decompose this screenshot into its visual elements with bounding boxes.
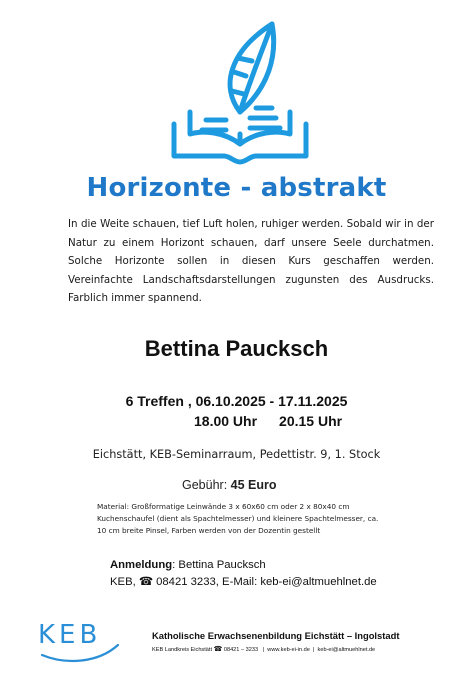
material-list <box>97 501 417 538</box>
page-title: Horizonte - abstrakt <box>86 173 387 203</box>
registration-name: : Bettina Paucksch <box>172 559 266 571</box>
keb-logo-text: KEB <box>38 620 102 650</box>
material-line: Kuchenschaufel (dient als Spachtelmesser) und kleinere Spachtelmesser, ca. <box>97 514 379 524</box>
fee-label: Gebühr: <box>182 478 228 492</box>
material-line: Material: Großformatige Leinwände 3 x 60x60 cm oder 2 x 80x40 cm <box>97 502 350 511</box>
registration-info <box>110 557 377 591</box>
book-quill-icon <box>160 16 320 166</box>
footer-contact-prefix: KEB Landkreis Eichstätt <box>152 647 214 653</box>
start-time: 18.00 Uhr <box>194 413 258 429</box>
speaker-name: Bettina Paucksch <box>144 336 329 361</box>
footer-contact-rest: 08421 – 3233 | www.keb-ei-in.de | keb-ei@altmuehlnet.de <box>222 647 376 653</box>
footer-contact <box>152 645 375 653</box>
organization-name: Katholische Erwachsenenbildung Eichstätt – Ingolstadt <box>152 630 400 641</box>
fee-amount: 45 Euro <box>230 478 277 492</box>
registration-contact: KEB, ☎ 08421 3233, E-Mail: keb-ei@altmuehlnet.de <box>110 576 377 588</box>
material-line: 10 cm breite Pinsel, Farben werden von der Dozentin gestellt <box>97 526 321 536</box>
keb-logo <box>36 615 126 667</box>
course-times <box>194 413 342 429</box>
course-location: Eichstätt, KEB-Seminarraum, Pedettistr. 9, 1. Stock <box>92 448 381 461</box>
phone-icon: ☎ <box>213 646 223 653</box>
course-dates: 6 Treffen , 06.10.2025 - 17.11.2025 <box>125 393 348 409</box>
end-time: 20.15 Uhr <box>279 413 343 429</box>
course-description: In die Weite schauen, tief Luft holen, ruhiger werden. Sobald wir in der Natur zu einem Horizont schauen, darf unsere Seele durchatmen. Solche Horizonte sollen in diesen Kurs geschaffen werden. Vereinfachte Landschaftsdarstellungen zugunsten des Ausdrucks. Farblich immer spannend. <box>68 218 434 305</box>
registration-label: Anmeldung <box>110 559 173 571</box>
course-fee <box>182 478 277 492</box>
